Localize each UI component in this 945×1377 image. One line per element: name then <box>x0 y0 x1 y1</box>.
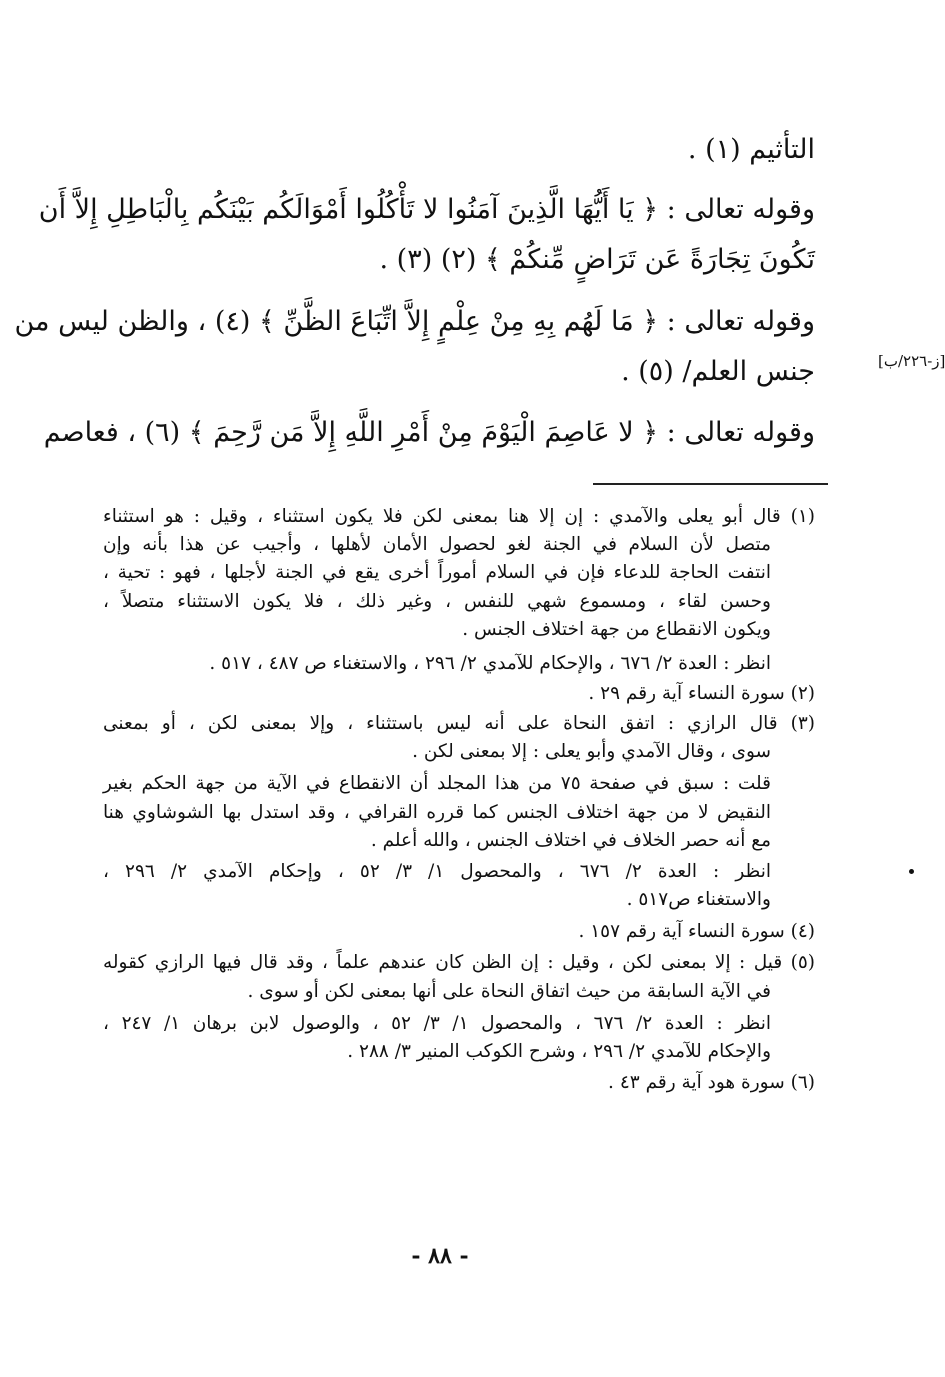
footnote-separator <box>593 483 828 485</box>
main-text-line-3: تَكُونَ تِجَارَةً عَن تَرَاضٍ مِّنكُمْ ﴾ (٢) (٣) . <box>379 244 815 275</box>
footnote-line: انظر : العدة ٢/ ٦٧٦ ، والمحصول ١/ ٣/ ٥٢ ، وإحكام الآمدي ٢/ ٢٩٦ ، <box>103 861 771 882</box>
page-number: - ٨٨ - <box>411 1243 469 1269</box>
footnote-line: (٦) سورة هود آية رقم ٤٣ . <box>608 1072 815 1093</box>
stray-ink-dot <box>909 869 914 874</box>
main-text-line-2: وقوله تعالى : ﴿ يَا أَيُّهَا الَّذِينَ آمَنُوا لا تَأْكُلُوا أَمْوَالَكُم بَيْنَكُم بِالْبَاطِلِ إِلاَّ أَن <box>38 194 815 225</box>
footnote-line: متصل لأن السلام في الجنة لغو لحصول الأمان لأهلها ، وأجيب عن هذا بأنه وإن <box>103 534 771 555</box>
footnote-line: (٢) سورة النساء آية رقم ٢٩ . <box>588 683 815 704</box>
footnote-line: انظر : العدة ٢/ ٦٧٦ ، والمحصول ١/ ٣/ ٥٢ ، والوصول لابن برهان ١/ ٢٤٧ ، <box>103 1013 771 1034</box>
main-text-line-4: وقوله تعالى : ﴿ مَا لَهُم بِهِ مِنْ عِلْمٍ إِلاَّ اتِّبَاعَ الظَّنِّ ﴾ (٤) ، والظن ليس من <box>14 306 815 337</box>
footnote-line: قلت : سبق في صفحة ٧٥ من هذا المجلد أن الانقطاع في الآية من جهة الحكم بغير <box>103 773 771 794</box>
footnote-line: (٣) قال الرازي : اتفق النحاة على أنه ليس باستثناء ، وإلا بمعنى لكن ، أو بمعنى <box>103 713 815 734</box>
margin-folio-note: [ز-٢٢٦/ب] <box>878 352 945 370</box>
footnote-line: (٥) قيل : إلا بمعنى لكن ، وقيل : إن الظن كان عندهم علماً ، وقد قال فيها الرازي كقوله <box>103 952 815 973</box>
footnote-line: ويكون الانقطاع من جهة اختلاف الجنس . <box>462 619 771 640</box>
footnote-line: انتفت الحاجة للدعاء فإن في السلام أموراً أخرى يقع في الجنة لأجلها ، فهو : تحية ، <box>103 562 771 583</box>
footnote-line: (١) قال أبو يعلى والآمدي : إن إلا هنا بمعنى لكن فلا يكون استثناء ، وقيل : هو استثناء <box>103 506 815 527</box>
footnote-line: والإحكام للآمدي ٢/ ٢٩٦ ، وشرح الكوكب المنير ٣/ ٢٨٨ . <box>347 1041 771 1062</box>
footnote-line: سوى ، وقال الآمدي وأبو يعلى : إلا بمعنى لكن . <box>412 741 771 762</box>
main-text-line-5: جنس العلم/ (٥) . <box>621 356 815 387</box>
footnote-line: وحسن لقاء ، ومسموع شهي للنفس ، وغير ذلك ، فلا يكون الاستثناء متصلاً ، <box>103 591 771 612</box>
footnote-line: والاستغناء ص٥١٧ . <box>626 889 771 910</box>
footnote-line: انظر : العدة ٢/ ٦٧٦ ، والإحكام للآمدي ٢/ ٢٩٦ ، والاستغناء ص ٤٨٧ ، ٥١٧ . <box>209 653 771 674</box>
footnote-line: في الآية السابقة من حيث اتفاق النحاة على أنها بمعنى لكن أو سوى . <box>247 981 771 1002</box>
main-text-line-6: وقوله تعالى : ﴿ لا عَاصِمَ الْيَوْمَ مِنْ أَمْرِ اللَّهِ إِلاَّ مَن رَّحِمَ ﴾ (٦) ، فعاصم <box>43 417 815 448</box>
main-text-line-1: التأثيم (١) . <box>687 134 815 165</box>
footnote-line: مع أنه حصر الخلاف في اختلاف الجنس ، والله أعلم . <box>370 830 771 851</box>
footnote-line: النقيض لا من جهة اختلاف الجنس كما قرره القرافي ، وقد استدل بها الشوشاوي هنا <box>103 802 771 823</box>
footnote-line: (٤) سورة النساء آية رقم ١٥٧ . <box>578 921 815 942</box>
